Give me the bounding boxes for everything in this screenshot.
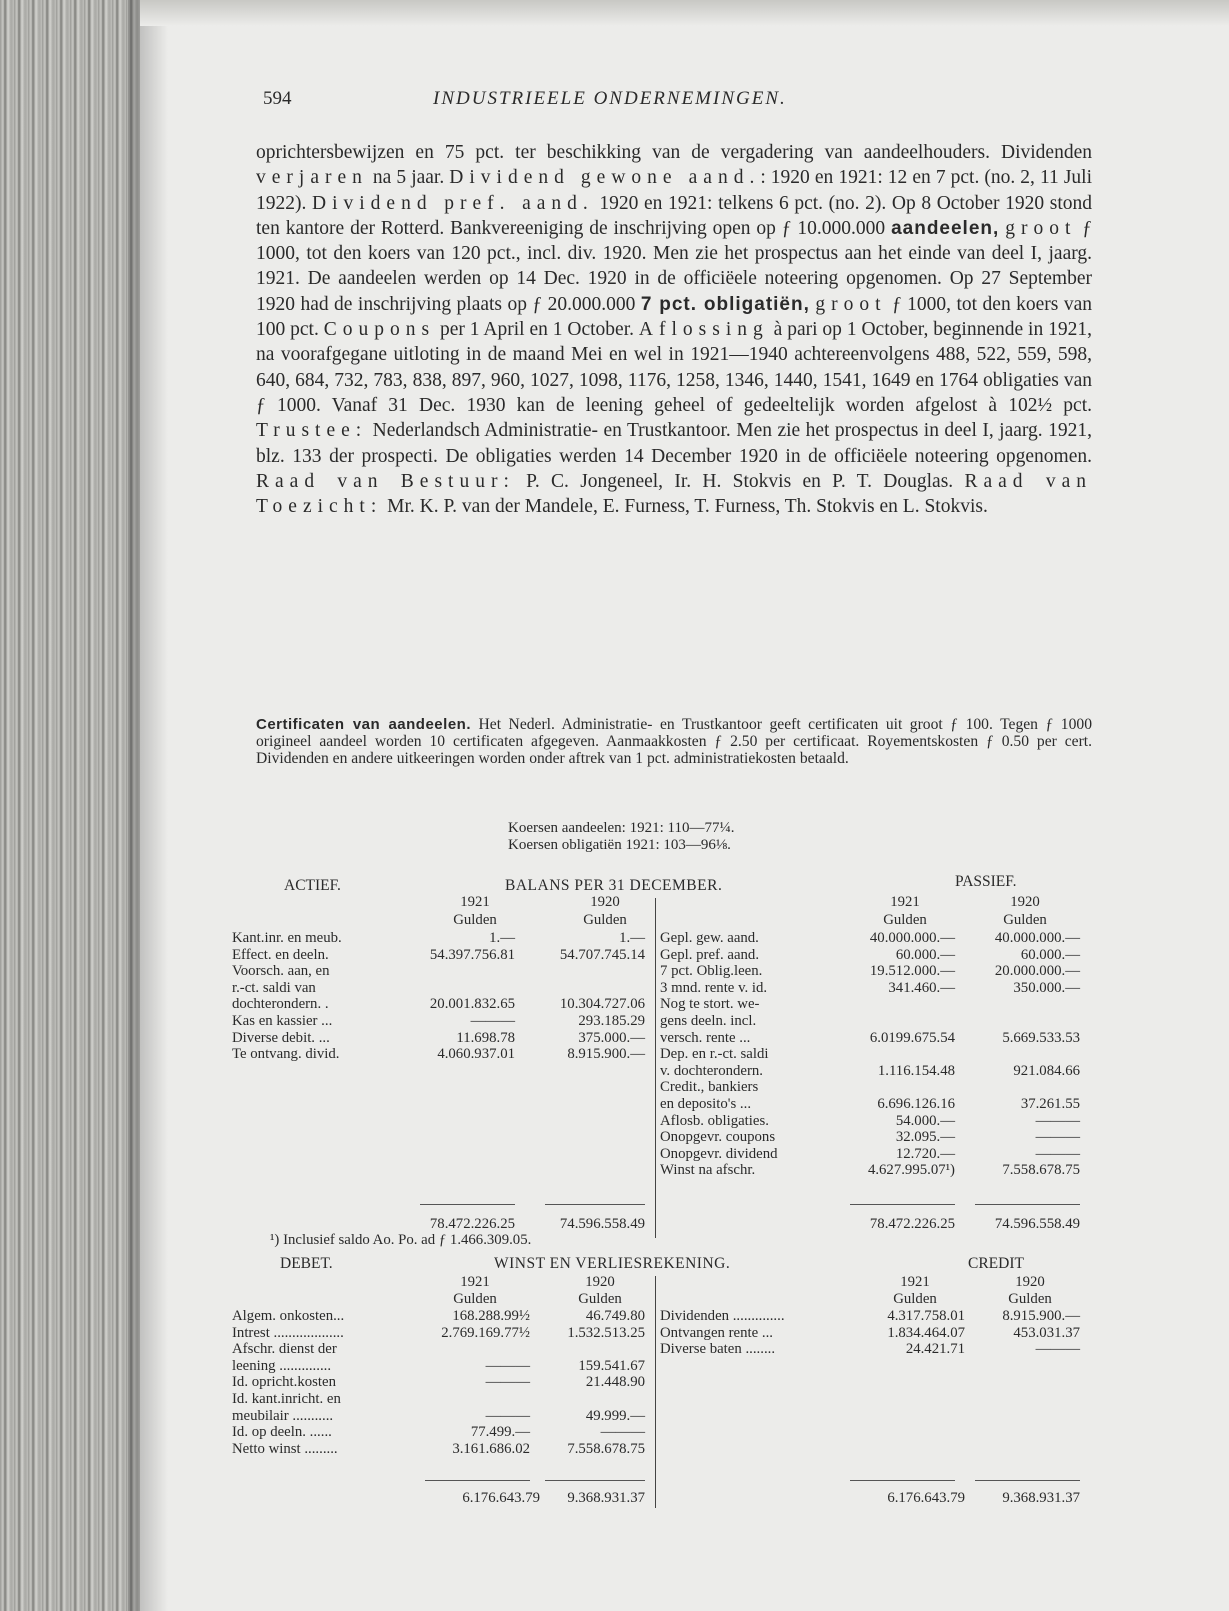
winst-debet-heading: DEBET. [280,1255,333,1272]
certificates-text: Het Nederl. Administratie- en Trustkantoor geeft certificaten uit groot ƒ 100. Tegen ƒ 1000 origineel aandeel worden 10 certificaten afgegeven. Aanmaakkosten ƒ 2.50 per certificaat. Royementskosten ƒ 0.50 per cert. Dividenden en andere uitkeeringen worden onder aftrek van 1 pct. administratiekosten betaald. [256,716,1092,768]
winst-currency-1921-left: Gulden [453,1291,497,1307]
actief-row-label: Effect. en deeln. [232,946,329,963]
body-text-15: ƒ 1000, tot den koers van 100 pct. [256,293,1092,341]
balans-total-1920-right: 74.596.558.49 [994,1216,1080,1232]
actief-row-value-1921: 4.060.937.01 [437,1046,515,1063]
body-text-23: P. C. Jongeneel, Ir. H. Stokvis en P. T. Douglas. [514,470,965,492]
balans-passief-heading: PASSIEF. [955,873,1017,890]
credit-row-value-1921: 4.317.758.01 [887,1308,965,1324]
emph-aflossing: Aflossing [638,319,769,341]
passief-row-value-1921: 54.000.— [895,1112,955,1129]
actief-row-value-1921: 54.397.756.81 [429,946,515,963]
debet-row-value-1920: 7.558.678.75 [567,1440,645,1457]
debet-row-value-1921: ——— [485,1357,530,1374]
actief-row-value-1921: 11.698.78 [456,1029,515,1046]
debet-row-value-1921: 77.499.— [470,1424,530,1441]
passief-row-value-1920: 921.084.66 [1013,1062,1080,1079]
actief-row-value-1921: 1.— [489,930,515,946]
passief-row-value-1920: ——— [1035,1129,1080,1146]
debet-row-value-1921: ——— [485,1407,530,1424]
passief-row-value-1921: 341.460.— [888,979,955,996]
emph-aandeelen: aandeelen, [891,217,1000,239]
passief-row-value-1920: 37.261.55 [1020,1096,1080,1112]
balans-currency-1921-left: Gulden [453,912,497,928]
debet-row-value-1920: 1.532.513.25 [567,1324,645,1341]
debet-row-label: Algem. onkosten... [232,1308,345,1324]
balans-year-1921-left: 1921 [460,894,490,910]
actief-row-label: Kant.inr. en meub. [232,930,342,946]
winst-sum-line-4 [975,1480,1080,1481]
debet-row-value-1920: 49.999.— [585,1407,645,1424]
balans-total-1921-right: 78.472.226.25 [869,1216,955,1232]
emph-groot-1: groot [1005,217,1077,239]
body-text-11: ƒ 1000, tot den koers van 120 pct., incl. div. 1920. Men zie het prospectus aan het einde van deel I, jaarg. 1921. De aandeelen werden op 14 Dec. 1920 in de officiëele noteering opgenomen. Op 27 September 1920 had de inschrijving plaats op ƒ 20.000.000 [256,217,1093,315]
passief-row-label: Gepl. gew. aand. [660,930,759,946]
actief-row-label: Te ontvang. divid. [232,1046,340,1063]
actief-row-label: r.-ct. saldi van [232,979,316,996]
emph-coupons: Coupons [323,319,436,341]
body-text-1: oprichtersbewijzen en 75 pct. ter beschikking van de vergadering van aandeelhouders. Dividenden [256,142,1092,163]
credit-row-label: Ontvangen rente ... [660,1324,773,1341]
debet-row-label: Id. kant.inricht. en [232,1391,341,1407]
passief-row-value-1921: 40.000.000.— [869,930,955,946]
page-number: 594 [263,88,292,109]
balans-year-1921-right: 1921 [890,894,920,910]
passief-row-value-1920: 5.669.533.53 [1002,1029,1080,1046]
actief-row-label: Kas en kassier ... [232,1013,333,1029]
passief-row-value-1920: ——— [1035,1112,1080,1129]
debet-row-label: Afschr. dienst der [232,1341,337,1358]
balans-currency-1920-left: Gulden [583,912,627,928]
debet-row-value-1921: 168.288.99½ [452,1308,530,1324]
emph-dividend-gewone: Dividend gewone aand. [449,167,761,189]
actief-row-label: dochterondern. . [232,996,329,1013]
winst-divider [655,1276,656,1508]
credit-row-label: Diverse baten ........ [660,1341,776,1358]
debet-row-label: Id. opricht.kosten [232,1374,336,1391]
credit-row-label: Dividenden .............. [660,1308,785,1324]
credit-row-value-1920: 8.915.900.— [1002,1308,1080,1324]
actief-row-value-1920: 10.304.727.06 [559,996,645,1013]
actief-row-value-1920: 8.915.900.— [567,1046,645,1063]
debet-row-label: leening .............. [232,1357,332,1374]
emph-raad-van-toezicht: Raad van Toezicht: [256,470,1092,518]
passief-row-value-1921: 1.116.154.48 [877,1062,955,1079]
actief-row-value-1920: 54.707.745.14 [559,946,645,963]
quote-obligatien: Koersen obligatiën 1921: 103—96⅛. [508,836,731,853]
quote-aandeelen: Koersen aandeelen: 1921: 110—77¼. [508,820,735,836]
balans-title: BALANS PER 31 DECEMBER. [505,877,723,894]
passief-row-label: en deposito's ... [660,1096,752,1112]
winst-total-1920-right: 9.368.931.37 [1002,1490,1080,1506]
balans-total-1920-left: 74.596.558.49 [559,1216,645,1232]
debet-row-value-1920: 21.448.90 [585,1374,645,1391]
emph-obligatien: 7 pct. obligatiën, [640,293,810,315]
passief-row-value-1921: 4.627.995.07¹) [867,1162,955,1179]
passief-row-value-1920: 20.000.000.— [994,963,1080,980]
credit-row-value-1921: 1.834.464.07 [887,1324,965,1341]
passief-row-value-1921: 19.512.000.— [869,963,955,980]
winst-total-1921-left: 6.176.643.79 [462,1490,540,1506]
debet-row-value-1921: ——— [485,1374,530,1391]
body-text-19: à pari op 1 October, beginnende in 1921, na voorafgegane uitloting in de maand Mei en wel in 1921—1940 achtereenvolgens 488, 522, 559, 598, 640, 684, 732, 783, 838, 897, 960, 1027, 1098, 1176, 1258, 1346, 1440, 1541, 1649 en 1764 obligaties van ƒ 1000. Vanaf 31 Dec. 1930 kan de leening geheel of gedeeltelijk worden afgelost à 102½ pct. [256,319,1092,416]
balans-currency-1921-right: Gulden [883,912,927,928]
actief-row-value-1920: 1.— [619,930,645,946]
balans-currency-1920-right: Gulden [1003,912,1047,928]
debet-row-label: Intrest ................... [232,1324,344,1341]
passief-row-label: Dep. en r.-ct. saldi [660,1046,769,1063]
debet-row-label: meubilair ........... [232,1407,334,1424]
debet-row-value-1920: ——— [600,1424,645,1441]
debet-row-value-1920: 46.749.80 [585,1308,645,1324]
actief-row-label: Voorsch. aan, en [232,963,330,980]
passief-row-value-1921: 6.696.126.16 [877,1096,955,1112]
passief-row-label: Winst na afschr. [660,1162,756,1179]
body-text-25: Mr. K. P. van der Mandele, E. Furness, T. Furness, Th. Stokvis en L. Stokvis. [382,496,988,518]
actief-row-value-1921: ——— [470,1013,515,1029]
passief-row-value-1921: 32.095.— [895,1129,955,1146]
passief-row-label: Onopgevr. coupons [660,1129,776,1146]
winst-sum-line-3 [850,1480,955,1481]
debet-row-value-1921: 3.161.686.02 [452,1440,530,1457]
actief-row-value-1921: 20.001.832.65 [429,996,515,1013]
emph-groot-2: groot [815,293,887,315]
winst-currency-1920-left: Gulden [578,1291,622,1307]
winst-year-1921-right: 1921 [900,1274,930,1290]
passief-row-label: versch. rente ... [660,1029,751,1046]
body-text-7: 1920 en 1921: telkens 6 pct. (no. 2). Op 8 October 1920 stond ten kantore der Rotterd. Bankvereeniging de inschrijving open op ƒ 10.000.000 [256,192,1093,239]
passief-row-value-1920: 350.000.— [1013,979,1080,996]
body-text-5: : 1920 en 1921: 12 en 7 pct. (no. 2, 11 Juli 1922). [256,167,1093,214]
debet-row-value-1920: 159.541.67 [578,1357,645,1374]
emph-dividend-pref: Dividend pref. aand. [312,192,594,214]
winst-total-1921-right: 6.176.643.79 [887,1490,965,1506]
passief-row-value-1920: 60.000.— [1020,946,1080,963]
passief-row-value-1920: 40.000.000.— [994,930,1080,946]
winst-year-1920-left: 1920 [585,1274,615,1290]
running-title: INDUSTRIEELE ONDERNEMINGEN. [433,88,787,109]
passief-row-label: Nog te stort. we- [660,996,760,1013]
actief-row-value-1920: 375.000.— [578,1029,645,1046]
passief-row-label: Gepl. pref. aand. [660,946,760,963]
winst-currency-1920-right: Gulden [1008,1291,1052,1307]
balans-year-1920-left: 1920 [590,894,620,910]
passief-row-label: Credit., bankiers [660,1079,759,1096]
credit-row-value-1920: 453.031.37 [1013,1324,1080,1341]
body-text-21: Nederlandsch Administratie- en Trustkantoor. Men zie het prospectus in deel I, jaarg. 1921, blz. 133 der prospecti. De obligaties werden 14 December 1920 in de officiëele noteering opgenomen. [256,420,1092,467]
winst-year-1921-left: 1921 [460,1274,490,1290]
passief-row-label: v. dochterondern. [660,1062,763,1079]
winst-title: WINST EN VERLIESREKENING. [494,1255,731,1272]
balans-actief-heading: ACTIEF. [284,877,341,894]
passief-row-label: 7 pct. Oblig.leen. [660,963,763,980]
passief-row-value-1921: 60.000.— [895,946,955,963]
passief-row-label: Onopgevr. dividend [660,1145,778,1162]
balans-footnote: ¹) Inclusief saldo Ao. Po. ad ƒ 1.466.309.05. [270,1232,532,1248]
winst-sum-line-1 [425,1480,530,1481]
passief-row-value-1921: 6.0199.675.54 [869,1029,955,1046]
winst-total-1920-left: 9.368.931.37 [567,1490,645,1506]
passief-row-label: Aflosb. obligaties. [660,1112,769,1129]
passief-row-value-1920: ——— [1035,1145,1080,1162]
passief-row-label: gens deeln. incl. [660,1013,757,1029]
body-text-17: per 1 April en 1 October. [435,319,639,341]
credit-row-value-1920: ——— [1035,1341,1080,1358]
passief-row-value-1920: 7.558.678.75 [1002,1162,1080,1179]
passief-row-label: 3 mnd. rente v. id. [660,979,768,996]
emph-raad-van-bestuur: Raad van Bestuur: [256,470,515,492]
debet-row-value-1921: 2.769.169.77½ [441,1324,530,1341]
winst-year-1920-right: 1920 [1015,1274,1045,1290]
actief-row-label: Diverse debit. ... [232,1029,330,1046]
winst-sum-line-2 [545,1480,645,1481]
winst-currency-1921-right: Gulden [893,1291,937,1307]
passief-row-value-1921: 12.720.— [895,1145,955,1162]
body-text-3: na 5 jaar. [367,167,450,189]
debet-row-label: Id. op deeln. ...... [232,1424,332,1441]
balans-total-1921-left: 78.472.226.25 [429,1216,515,1232]
debet-row-label: Netto winst ......... [232,1440,338,1457]
winst-credit-heading: CREDIT [968,1255,1024,1272]
certificates-heading: Certificaten van aandeelen. [256,716,471,733]
balans-year-1920-right: 1920 [1010,894,1040,910]
emph-trustee: Trustee: [256,420,368,442]
actief-row-value-1920: 293.185.29 [578,1013,645,1029]
emph-verjaren: verjaren [256,167,368,189]
credit-row-value-1921: 24.421.71 [905,1341,965,1358]
